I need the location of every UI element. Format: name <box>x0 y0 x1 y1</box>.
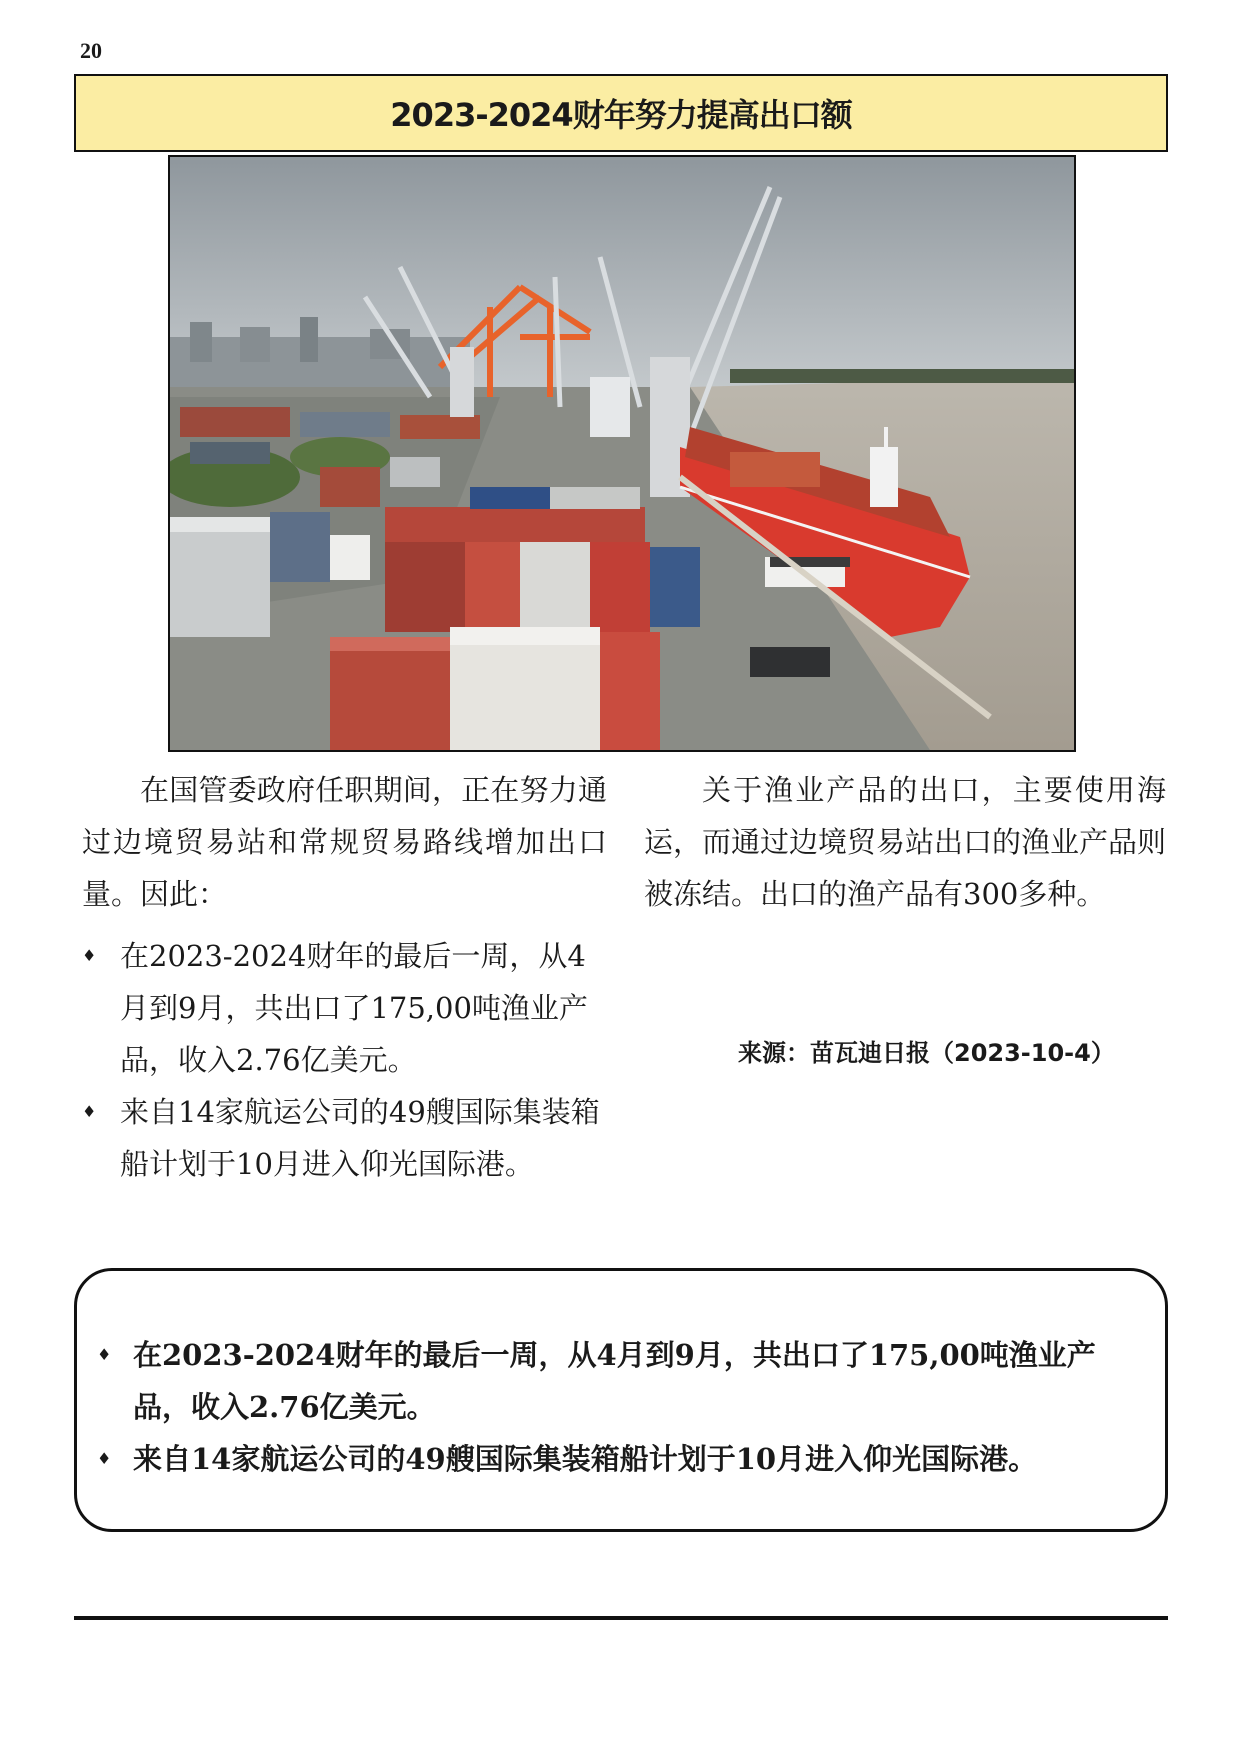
diamond-bullet-icon: ♦ <box>82 1102 97 1121</box>
left-column <box>82 764 607 1190</box>
list-item <box>97 1433 1145 1485</box>
diamond-bullet-icon: ♦ <box>97 1345 112 1364</box>
source-citation: 来源：苗瓦迪日报（2023-10-4） <box>738 1039 1115 1067</box>
diamond-bullet-icon: ♦ <box>97 1449 112 1468</box>
right-column <box>644 764 1166 920</box>
list-item <box>82 1086 607 1190</box>
port-photo-illustration <box>170 157 1074 750</box>
list-item <box>82 930 607 1086</box>
page-number: 20 <box>80 38 102 63</box>
footer-rule <box>74 1616 1168 1620</box>
bullet-list <box>82 930 607 1190</box>
bullet-text: 来自14家航运公司的49艘国际集装箱船计划于10月进入仰光国际港。 <box>120 1095 600 1181</box>
bullet-text: 在2023-2024财年的最后一周，从4月到9月，共出口了175,00吨渔业产品，收入2.76亿美元。 <box>120 939 588 1077</box>
fishery-paragraph: 关于渔业产品的出口，主要使用海运，而通过边境贸易站出口的渔业产品则被冻结。出口的渔产品有300多种。 <box>644 773 1167 911</box>
intro-paragraph: 在国管委政府任职期间，正在努力通过边境贸易站和常规贸易路线增加出口量。因此： <box>82 773 607 911</box>
page-title: 2023-2024财年努力提高出口额 <box>390 96 852 134</box>
summary-box <box>74 1268 1168 1532</box>
list-item <box>97 1329 1145 1433</box>
summary-text: 在2023-2024财年的最后一周，从4月到9月，共出口了175,00吨渔业产品，收入2.76亿美元。 <box>133 1338 1096 1424</box>
summary-list <box>97 1329 1145 1485</box>
port-photo <box>168 155 1076 752</box>
diamond-bullet-icon: ♦ <box>82 946 97 965</box>
title-banner <box>74 74 1168 152</box>
summary-text: 来自14家航运公司的49艘国际集装箱船计划于10月进入仰光国际港。 <box>133 1442 1038 1476</box>
